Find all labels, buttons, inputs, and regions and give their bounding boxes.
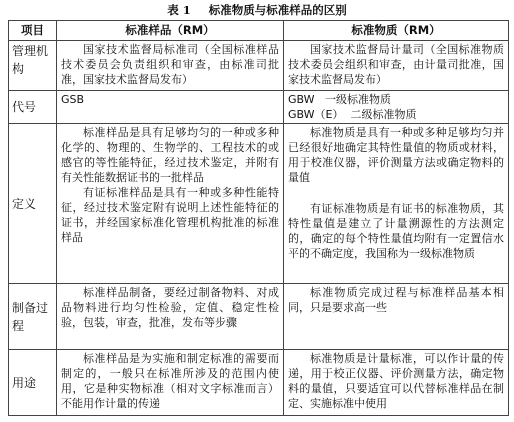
sample-cell xyxy=(57,284,284,350)
material-cell xyxy=(284,284,509,350)
paragraph-gap xyxy=(288,185,504,201)
header-row xyxy=(9,21,509,41)
table-row xyxy=(9,91,509,124)
cell-text: 标准样品是具有足够均匀的一种或多种化学的、物理的、生物学的、工程技术的或感官的等性能特征，经过技术鉴定，并附有有关性能数据证书的一批样品 xyxy=(61,126,279,184)
table-row xyxy=(9,124,509,284)
table-caption xyxy=(0,2,514,18)
cell-text: 标准物质是具有一种或多种足够均匀并已经很好地确定其特性量值的物质或材料，用于校准仪器，评价测量方法或确定物料的量值 xyxy=(288,126,504,184)
row-label: 定义 xyxy=(9,124,57,284)
sample-cell xyxy=(57,91,284,124)
material-cell xyxy=(284,124,509,284)
cell-text: 国家技术监督局标准司（全国标准样品技术委员会负责组织和审查，由标准司批准，国家技术监督局发布） xyxy=(61,43,279,86)
cell-text: 标准物质是计量标准，可以作计量的传递，用于校正仪器、评价测量方法，确定物料的量值，只要适宜可以代替标准样品在制定、实施标准中使用 xyxy=(288,352,504,410)
header-item: 项目 xyxy=(9,21,57,41)
header-standard-material: 标准物质（RM） xyxy=(284,21,509,41)
cell-text: 标准物质完成过程与标准样品基本相同，只是要求高一些 xyxy=(288,286,504,314)
table-row xyxy=(9,284,509,350)
cell-text: GBW 一级标准物质 xyxy=(288,93,392,106)
cell-text: 国家技术监督局计量司（全国标准物质技术委员会组织和审查，由计量司批准，国家技术监督局发布） xyxy=(288,43,504,86)
cell-text: 有证标准物质是有证书的标准物质，其特性量值是建立了计量溯源性的方法测定的，确定的每个特性量值均附有一定置信水平的不确定度，我国称为一级标准物质 xyxy=(288,202,504,260)
cell-text: 标准样品是为实施和制定标准的需要而制定的，一般只在标准所涉及的范围内使用，它是种实物标准（相对文字标准而言）不能用作计量的传递 xyxy=(61,352,279,410)
row-label: 管理机构 xyxy=(9,41,57,91)
table-title: 标准物质与标准样品的区别 xyxy=(208,3,347,17)
sample-cell xyxy=(57,350,284,416)
cell-text: GSB xyxy=(61,93,85,106)
table-row xyxy=(9,41,509,91)
material-cell xyxy=(284,91,509,124)
comparison-table xyxy=(8,20,509,416)
cell-text: GBW（E） 二级标准物质 xyxy=(288,108,417,121)
row-label: 制备过程 xyxy=(9,284,57,350)
header-standard-sample: 标准样品（RM） xyxy=(57,21,284,41)
table-row xyxy=(9,350,509,416)
row-label: 用途 xyxy=(9,350,57,416)
material-cell xyxy=(284,41,509,91)
sample-cell xyxy=(57,41,284,91)
material-cell xyxy=(284,350,509,416)
sample-cell xyxy=(57,124,284,284)
table-number: 表 1 xyxy=(167,3,191,17)
cell-text: 有证标准样品是具有一种或多种性能特征，经过技术鉴定附有说明上述性能特征的证书，并经国家标准化管理机构批准的标准样品 xyxy=(61,186,279,244)
row-label: 代号 xyxy=(9,91,57,124)
cell-text: 标准样品制备，要经过制备物料、对成品物料进行均匀性检验，定值、稳定性检验，包装，审查，批准，发布等步骤 xyxy=(61,286,279,329)
